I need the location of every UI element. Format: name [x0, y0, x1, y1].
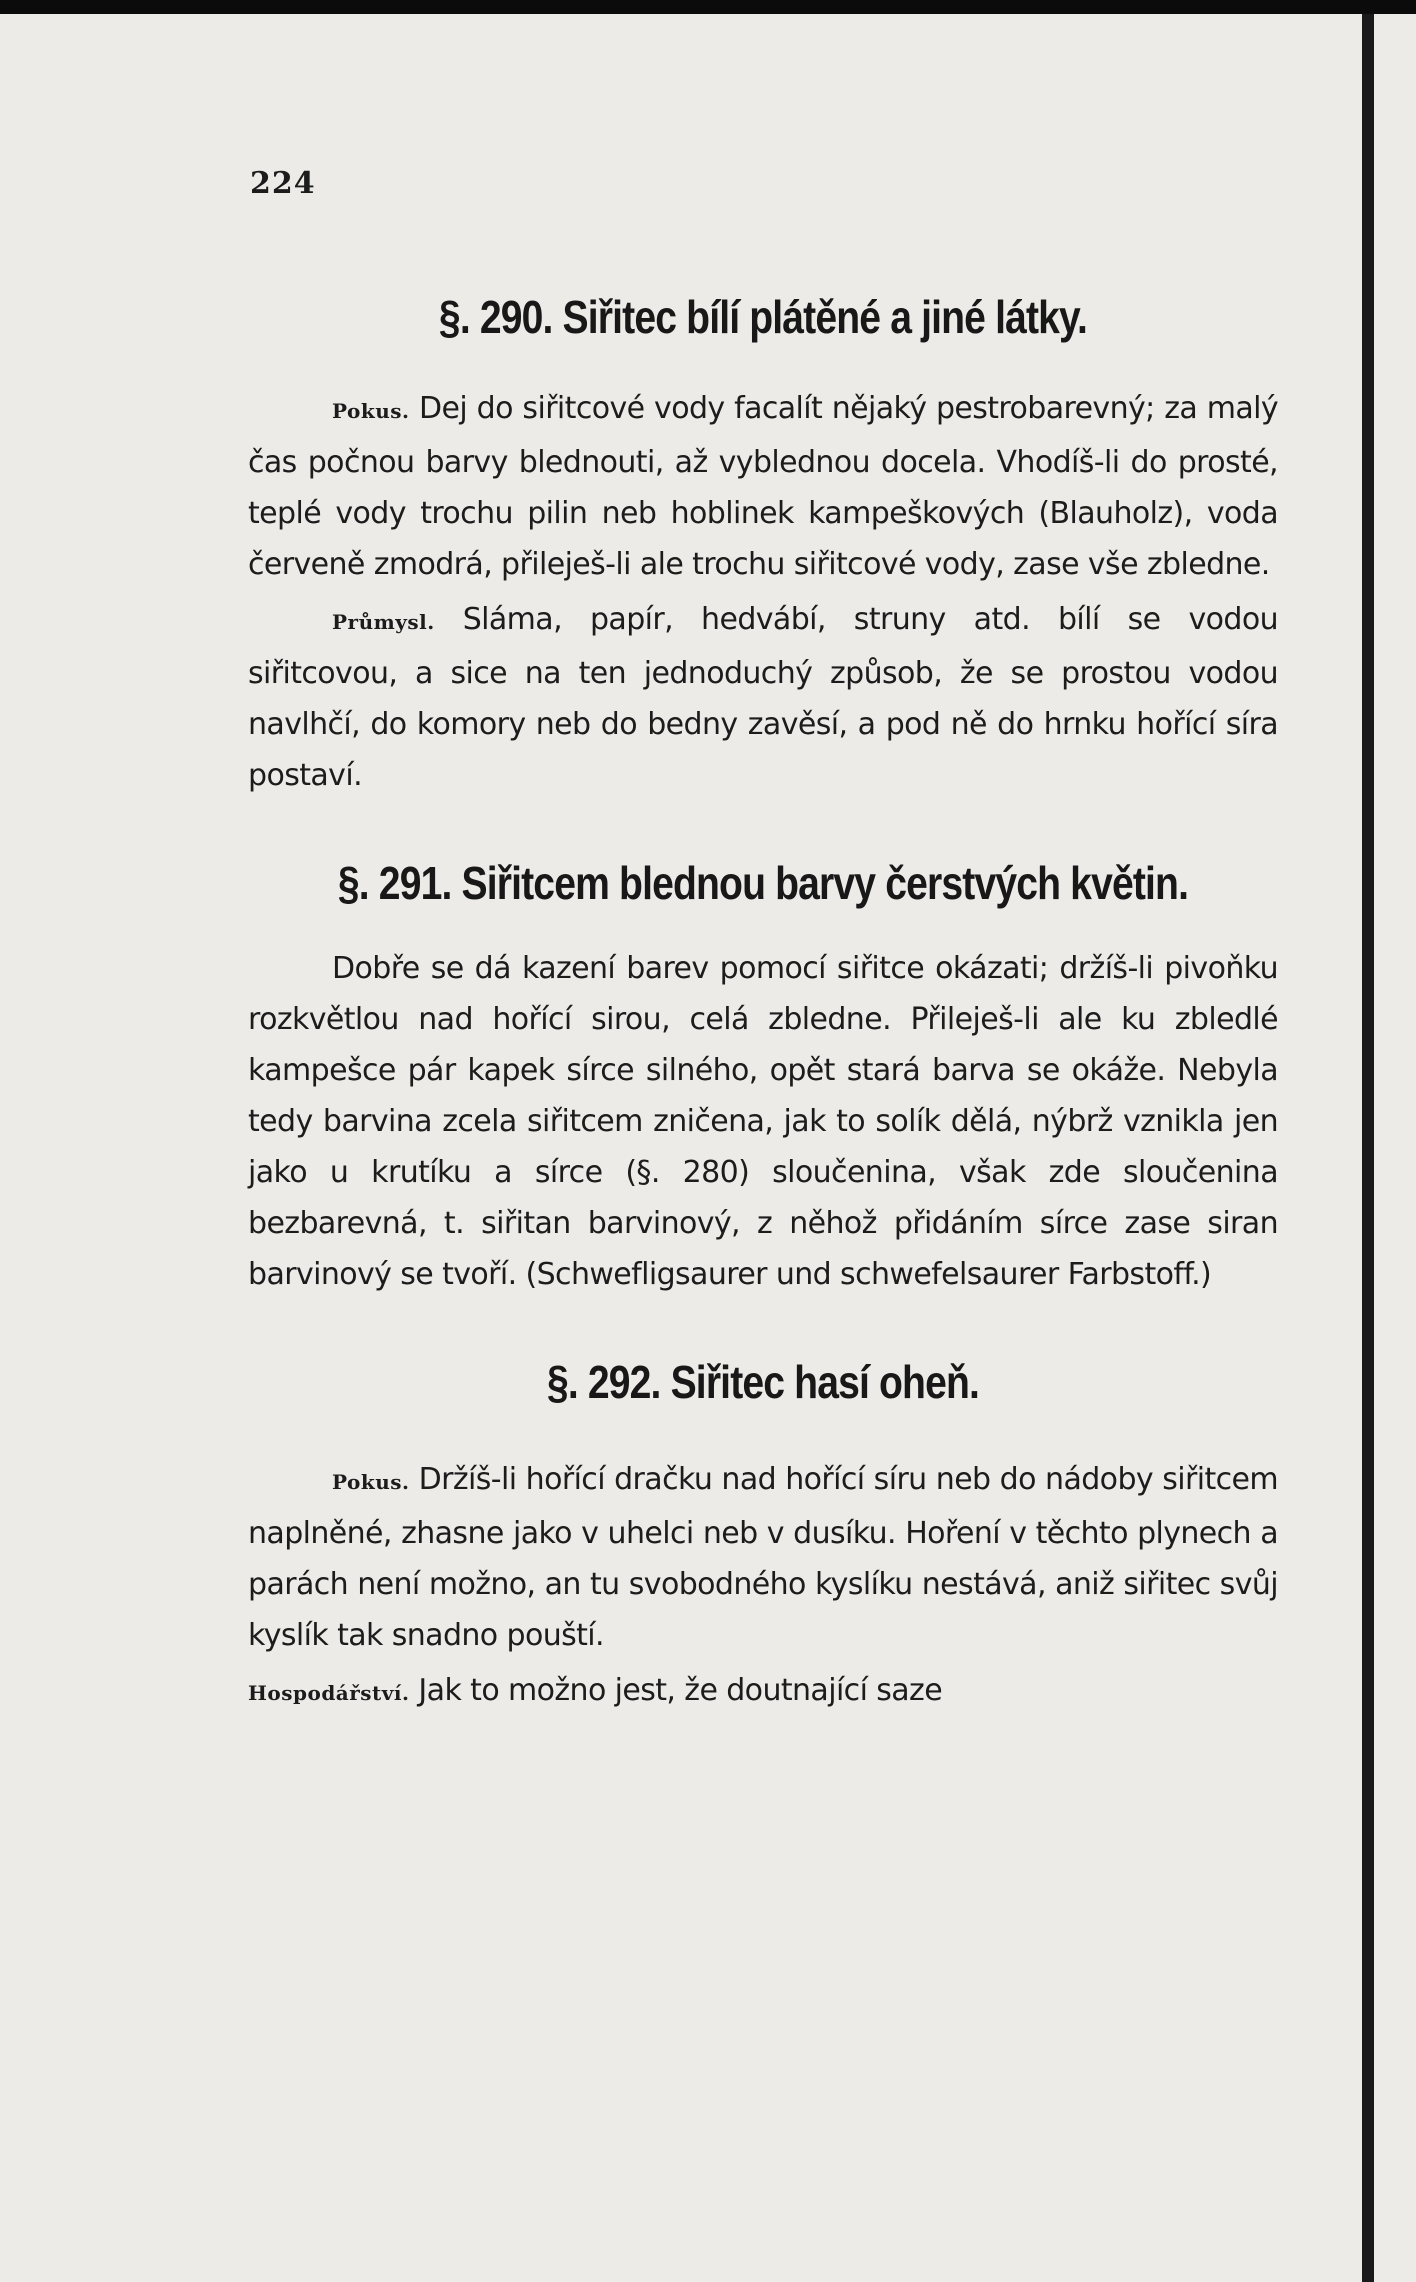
section-291-heading: §. 291. Siřitcem blednou barvy čerstvých květin. [337, 857, 1189, 909]
section-292-heading: §. 292. Siřitec hasí oheň. [546, 1356, 980, 1408]
industry-text: Sláma, papír, hedvábí, struny atd. bílí se vodou siřitcovou, a sice na ten jednoduchý způsob, že se prostou vodou navlhčí, do komory neb do bedny zavěsí, a pod ně do hrnku hořící síra postaví. [248, 602, 1278, 793]
economy-lead: Hospodářství. [248, 1681, 410, 1705]
page-content [248, 285, 1278, 1719]
page-gutter [1362, 14, 1374, 2282]
industry-lead: Průmysl. [332, 610, 435, 634]
experiment-lead: Pokus. [332, 1470, 410, 1494]
next-page-edge [1374, 14, 1416, 2282]
experiment-text: Držíš-li hořící dračku nad hořící síru neb do nádoby siřitcem naplněné, zhasne jako v uhelci neb v dusíku. Hoření v těchto plynech a parách není možno, an tu svobodného kyslíku nestává, aniž siřitec svůj kyslík tak snadno pouští. [248, 1462, 1278, 1653]
experiment-text: Dej do siřitcové vody facalít nějaký pestrobarevný; za malý čas počnou barvy blednouti, až vyblednou docela. Vhodíš-li do prosté, teplé vody trochu pilin neb hoblinek kampeškových (Blauholz), voda červeně zmodrá, přileješ-li ale trochu siřitcové vody, zase vše zbledne. [248, 391, 1278, 582]
section-291-text: Dobře se dá kazení barev pomocí siřitce okázati; držíš-li pivoňku rozkvětlou nad hořící sirou, celá zbledne. Přileješ-li ale ku zbledlé kampešce pár kapek sírce silného, opět stará barva se okáže. Nebyla tedy barvina zcela siřitcem zničena, jak to solík dělá, nýbrž vznikla jen jako u krutíku a sírce (§. 280) sloučenina, však zde sloučenina bezbarevná, t. siřitan barvinový, z něhož přidáním sírce zase siran barvinový se tvoří. (Schwefligsaurer und schwefelsaurer Farbstoff.) [248, 951, 1278, 1292]
page-number: 224 [250, 166, 316, 201]
economy-text: Jak to možno jest, že doutnající saze [409, 1673, 943, 1708]
section-292-experiment [248, 1454, 1278, 1661]
section-290-experiment [248, 383, 1278, 590]
section-292-economy [248, 1665, 1278, 1719]
section-290-heading: §. 290. Siřitec bílí plátěné a jiné látky. [438, 291, 1088, 343]
experiment-lead: Pokus. [332, 399, 410, 423]
section-291-paragraph [248, 943, 1278, 1300]
section-290-industry [248, 594, 1278, 801]
